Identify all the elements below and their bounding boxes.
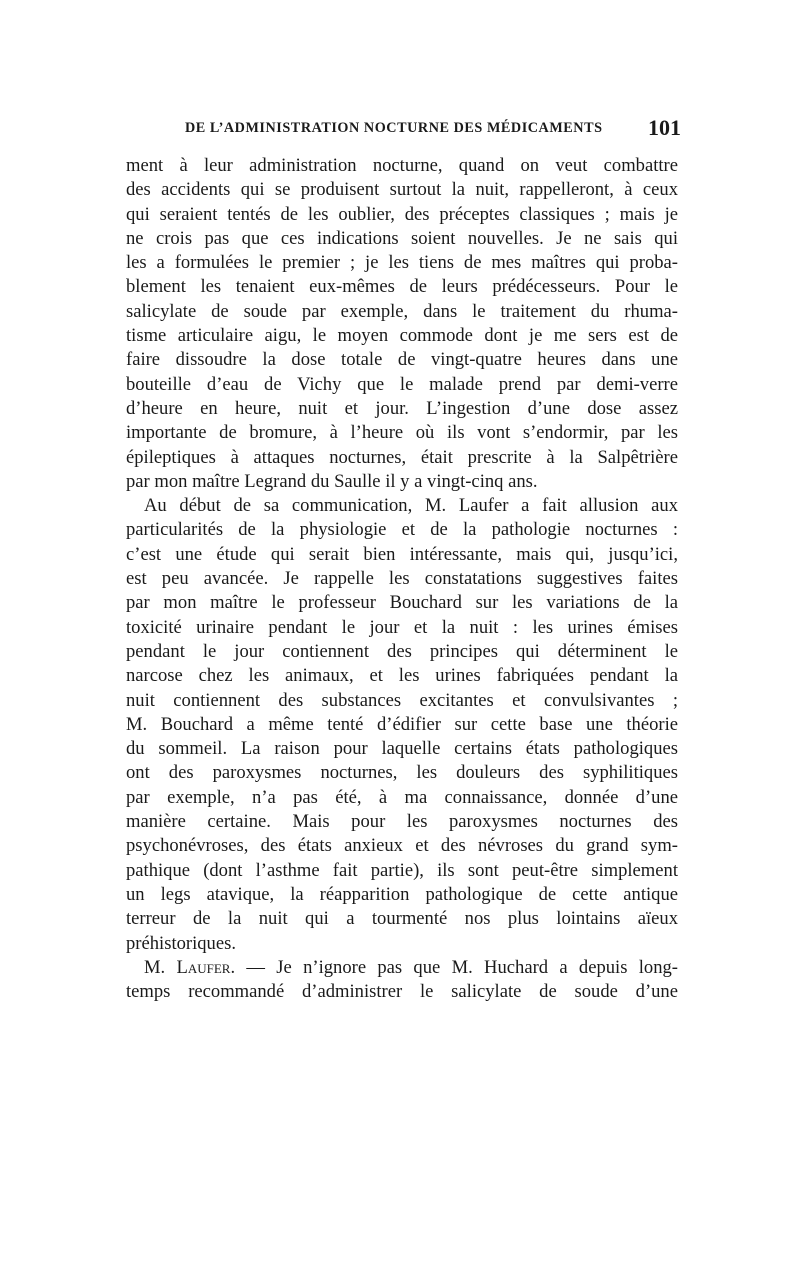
text-line: pendant le jour contiennent des principes qui déterminent le (126, 640, 678, 662)
text-line: tisme articulaire aigu, le moyen commode dont je me sers est de (126, 325, 678, 347)
text-line: ne crois pas que ces indications soient nouvelles. Je ne sais qui (126, 227, 678, 249)
paragraph-first-line: Au début de sa communication, M. Laufer a fait allusion aux (144, 495, 678, 517)
text-line: psychonévroses, des états anxieux et des névroses du grand sym- (126, 835, 678, 857)
text-line: manière certaine. Mais pour les paroxysmes nocturnes des (126, 811, 678, 833)
text-line: salicylate de soude par exemple, dans le traitement du rhuma- (126, 300, 678, 322)
text-line: est peu avancée. Je rappelle les constatations suggestives faites (126, 568, 678, 590)
body-text (126, 154, 678, 1004)
speaker-prefix: M. (144, 956, 177, 978)
text-line: toxicité urinaire pendant le jour et la nuit : les urines émises (126, 616, 678, 638)
text-line: un legs atavique, la réapparition pathologique de cette antique (126, 883, 678, 905)
speaker-line (126, 956, 678, 980)
speaker-text: . — Je n’ignore pas que M. Huchard a depuis long- (230, 956, 678, 978)
text-line: du sommeil. La raison pour laquelle certains états pathologiques (126, 738, 678, 760)
text-line: terreur de la nuit qui a tourmenté nos plus lointains aïeux (126, 908, 678, 930)
text-line: par mon maître le professeur Bouchard sur les variations de la (126, 592, 678, 614)
text-line: ment à leur administration nocturne, quand on veut combattre (126, 155, 678, 176)
text-line: c’est une étude qui serait bien intéressante, mais qui, jusqu’ici, (126, 543, 678, 565)
text-line: pathique (dont l’asthme fait partie), ils sont peut-être simplement (126, 859, 678, 881)
running-head (185, 115, 681, 142)
running-title: DE L’ADMINISTRATION NOCTURNE DES MÉDICAMENTS (185, 120, 603, 136)
text-line: qui seraient tentés de les oublier, des préceptes classiques ; mais je (126, 203, 678, 225)
paragraph-last-line: par mon maître Legrand du Saulle il y a vingt-cinq ans. (126, 470, 538, 492)
text-line: d’heure en heure, nuit et jour. L’ingestion d’une dose assez (126, 397, 678, 419)
text-line: bouteille d’eau de Vichy que le malade prend par demi-verre (126, 373, 678, 395)
text-line: particularités de la physiologie et de la pathologie nocturnes : (126, 519, 678, 541)
paragraph-last-line: préhistoriques. (126, 932, 236, 954)
text-line: narcose chez les animaux, et les urines fabriquées pendant la (126, 665, 678, 687)
text-line: nuit contiennent des substances excitantes et convulsivantes ; (126, 689, 678, 711)
text-line: épileptiques à attaques nocturnes, était prescrite à la Salpêtrière (126, 446, 678, 468)
speaker-name: Laufer (176, 956, 231, 978)
page-number: 101 (648, 115, 681, 140)
text-line: blement les tenaient eux-mêmes de leurs prédécesseurs. Pour le (126, 276, 678, 298)
text-line: temps recommandé d’administrer le salicylate de soude d’une (126, 981, 678, 1003)
text-line: importante de bromure, à l’heure où ils vont s’endormir, par les (126, 422, 678, 444)
text-line: faire dissoudre la dose totale de vingt-quatre heures dans une (126, 349, 678, 371)
text-line: ont des paroxysmes nocturnes, les douleurs des syphilitiques (126, 762, 678, 784)
text-line: les a formulées le premier ; je les tiens de mes maîtres qui proba- (126, 252, 678, 274)
text-line: des accidents qui se produisent surtout la nuit, rappelleront, à ceux (126, 179, 678, 201)
text-line: M. Bouchard a même tenté d’édifier sur cette base une théorie (126, 713, 678, 735)
text-line: par exemple, n’a pas été, à ma connaissance, donnée d’une (126, 786, 678, 808)
